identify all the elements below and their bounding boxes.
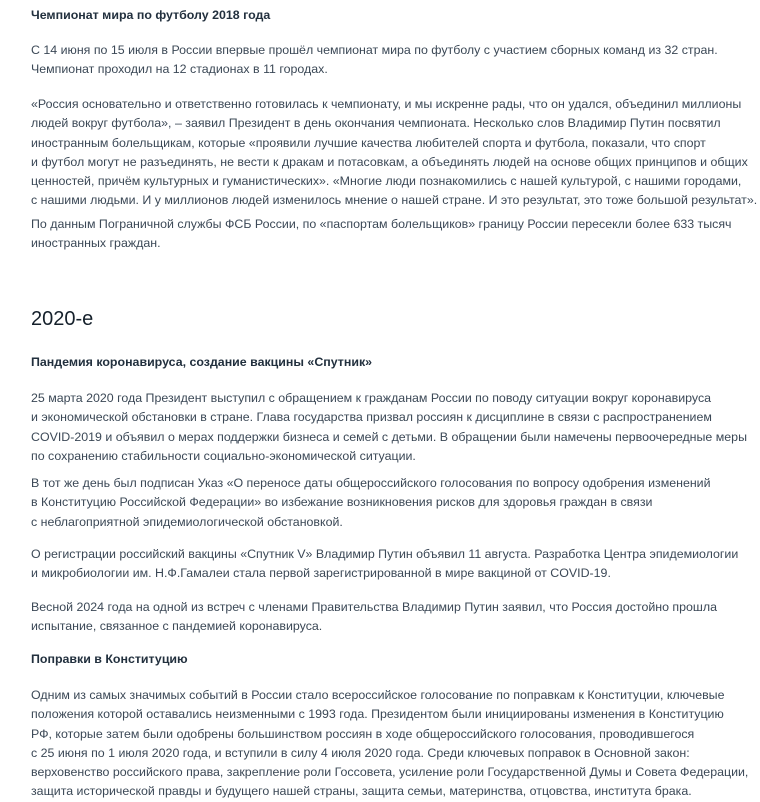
text-line: В тот же день был подписан Указ «О переносе даты общероссийского голосования по вопросу одобрения изменений (31, 476, 711, 490)
text-line: COVID-2019 и объявил о мерах поддержки бизнеса и семей с детьми. В обращении были намечены первоочередные меры (31, 429, 747, 444)
text-line: испытание, связанное с пандемией коронавируса. (31, 619, 323, 634)
paragraph-constitution-vote (31, 686, 749, 802)
text-line: и микробиологии им. Н.Ф.Гамалеи стала первой зарегистрированной в мире вакциной от COVID-19. (31, 566, 611, 581)
text-line: иностранных граждан. (31, 236, 161, 251)
paragraph-fan-passports (31, 215, 743, 254)
text-line: с неблагоприятной эпидемиологической обстановкой. (31, 514, 343, 529)
text-line: 25 марта 2020 года Президент выступил с обращением к гражданам России по поводу ситуации вокруг коронавируса (31, 391, 712, 405)
paragraph-president-quote (31, 95, 758, 211)
text-line: с 25 июня по 1 июля 2020 года, и вступили в силу 4 июля 2020 года. Среди ключевых поправок в Основной закон: (31, 745, 690, 760)
text-line: верховенство российского права, закрепление роли Госсовета, усиление роли Государственной Думы и Совета Федерации, (31, 765, 749, 780)
text-line: РФ, которые затем были одобрены большинством россиян в ходе общероссийского голосования, проводившегося (31, 726, 695, 741)
text-line: людей вокруг футбола», – заявил Президент в день окончания чемпионата. Несколько слов Владимир Путин посвятил (31, 116, 721, 131)
paragraph-sputnik-vaccine (31, 545, 743, 584)
text-line: Чемпионат проходил на 12 стадионах в 11 городах. (31, 62, 328, 77)
text-line: положения которой оставались неизменными с 1993 года. Президентом были инициированы изменения в Конституцию (31, 707, 724, 722)
text-line: иностранным болельщикам, которые «проявили лучшие качества любителей спорта и футбола, показали, что спорт (31, 135, 706, 150)
text-line: по сохранению стабильности социально-экономической ситуации. (31, 448, 416, 463)
text-line: защита исторической правды и будущего нашей страны, защита семьи, материнства, отцовства, института брака. (31, 784, 692, 799)
section-title-2020s: 2020-е (31, 308, 94, 330)
heading-constitution-amendments: Поправки в Конституцию (31, 652, 188, 666)
text-line: ценностей, причём культурных и гуманистических». «Многие люди познакомились с нашей культурой, с нашими городами, (31, 174, 742, 189)
text-line: и экономической обстановки в стране. Глава государства призвал россиян к дисциплине в связи с распространением (31, 410, 712, 425)
paragraph-pandemic-trial (31, 598, 743, 637)
text-line: С 14 июня по 15 июля в России впервые прошёл чемпионат мира по футболу с участием сборных команд из 32 стран. (31, 43, 718, 57)
text-line: По данным Пограничной службы ФСБ России, по «паспортам болельщиков» границу России пересекли более 633 тысяч (31, 217, 732, 231)
text-line: Весной 2024 года на одной из встреч с членами Правительства Владимир Путин заявил, что Россия достойно прошла (31, 600, 717, 614)
text-line: Одним из самых значимых событий в России стало всероссийское голосование по поправкам к Конституции, ключевые (31, 688, 725, 702)
paragraph-vote-postponement (31, 474, 743, 532)
paragraph-world-cup-intro (31, 41, 743, 80)
heading-coronavirus-pandemic: Пандемия коронавируса, создание вакцины «Спутник» (31, 355, 373, 369)
text-line: «Россия основательно и ответственно готовилась к чемпионату, и мы искренне рады, что он удался, объединил миллионы (31, 97, 742, 111)
text-line: О регистрации российский вакцины «Спутник V» Владимир Путин объявил 11 августа. Разработка Центра эпидемиологии (31, 547, 739, 561)
heading-world-cup-2018: Чемпионат мира по футболу 2018 года (31, 8, 271, 22)
text-line: с нашими людьми. И у миллионов людей изменилось мнение о нашей стране. И это результат, это тоже большой результат». (31, 193, 758, 208)
text-line: и футбол могут не разъединять, не вести к дракам и потасовкам, а объединять людей на основе общих принципов и общих (31, 154, 748, 169)
text-line: в Конституцию Российской Федерации» во избежание возникновения рисков для здоровья граждан в связи (31, 495, 653, 510)
paragraph-covid-address (31, 389, 747, 466)
